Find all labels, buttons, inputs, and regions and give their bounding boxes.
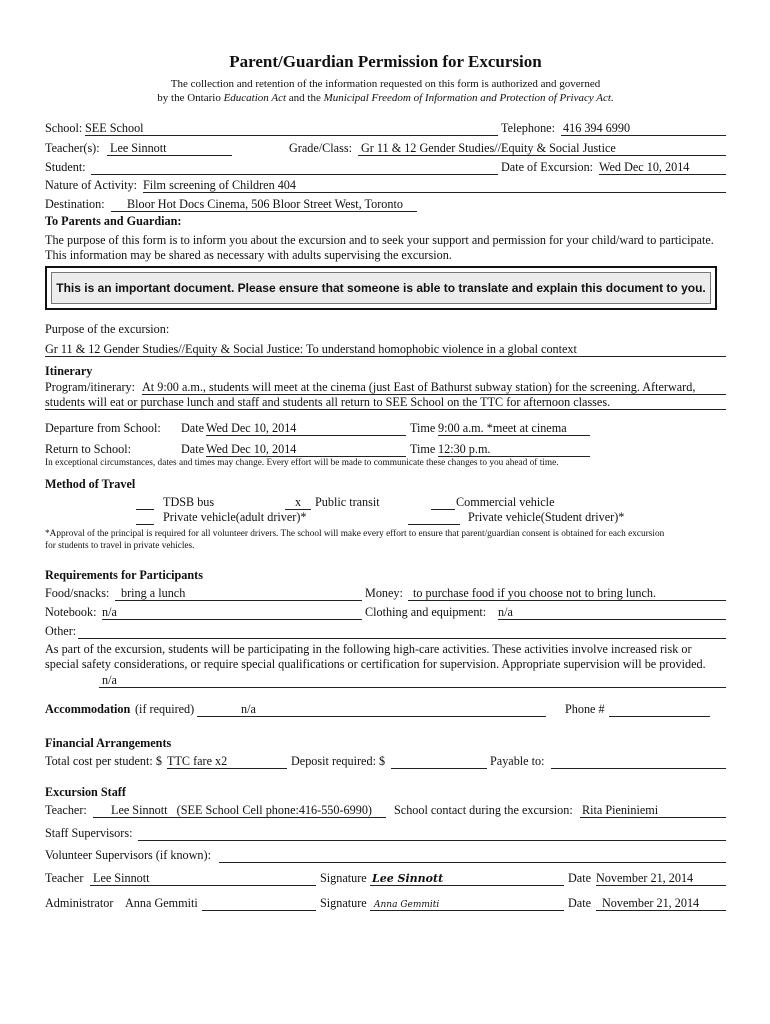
nature-label: Nature of Activity:	[45, 178, 138, 192]
food-row	[45, 586, 726, 601]
phone-field[interactable]	[609, 702, 710, 717]
accommodation-suffix: (if required)	[135, 702, 195, 716]
privacy-line-2	[45, 91, 726, 105]
money-value: to purchase food if you choose not to bring lunch.	[413, 586, 657, 600]
clothing-value: n/a	[498, 605, 513, 619]
clothing-field[interactable]	[498, 605, 726, 620]
other-row	[45, 624, 726, 639]
to-parents-heading: To Parents and Guardian:	[45, 214, 182, 228]
school-contact-label: School contact during the excursion:	[394, 803, 573, 817]
money-field[interactable]	[408, 586, 726, 601]
school-row	[45, 121, 726, 136]
student-label: Student:	[45, 160, 86, 174]
itinerary-value-1: At 9:00 a.m., students will meet at the cinema (just East of Bathurst subway station) for the screening. Afterward,	[142, 380, 696, 394]
return-time-field[interactable]	[438, 442, 590, 457]
return-time-value: 12:30 p.m.	[438, 442, 491, 456]
clothing-label: Clothing and equipment:	[365, 605, 487, 619]
teacher-contact-label: Teacher:	[45, 803, 87, 817]
volunteer-supervisors-label: Volunteer Supervisors (if known):	[45, 848, 211, 862]
itinerary-heading: Itinerary	[45, 364, 93, 378]
exceptional-note: In exceptional circumstances, dates and times may change. Every effort will be made to communicate these changes to you ahead of time.	[45, 458, 559, 468]
admin-date-label: Date	[568, 896, 592, 910]
deposit-field[interactable]	[391, 754, 487, 769]
grade-value: Gr 11 & 12 Gender Studies//Equity & Social Justice	[361, 141, 616, 155]
teacher-date-field[interactable]	[596, 871, 726, 886]
return-date-field[interactable]	[206, 442, 406, 457]
nature-field[interactable]	[143, 178, 726, 193]
school-field[interactable]	[85, 121, 498, 136]
high-care-value: n/a	[102, 673, 117, 687]
volunteer-supervisors-field[interactable]	[219, 848, 726, 863]
nature-value: Film screening of Children 404	[143, 178, 296, 192]
accommodation-value: n/a	[241, 702, 256, 716]
approval-note-2: for students to travel in private vehicles.	[45, 541, 195, 551]
school-value: SEE School	[85, 121, 144, 135]
admin-name-value: Anna Gemmiti	[125, 896, 198, 910]
itinerary-label: Program/itinerary:	[45, 380, 136, 394]
grade-label: Grade/Class:	[289, 141, 352, 155]
phone-label: Phone #	[565, 702, 605, 716]
admin-name-field[interactable]	[202, 896, 316, 911]
financial-row	[45, 754, 726, 769]
departure-label: Departure from School:	[45, 421, 161, 435]
teacher-sign-row	[45, 871, 726, 886]
teacher-contact-field[interactable]	[93, 803, 386, 818]
food-value: bring a lunch	[121, 586, 186, 600]
purpose-label: Purpose of the excursion:	[45, 322, 170, 336]
teacher-date-value: November 21, 2014	[596, 871, 694, 885]
privacy-act: Municipal Freedom of Information and Protection of Privacy Act.	[323, 92, 614, 104]
teacher-contact-row	[45, 803, 726, 818]
privacy-text-mid: and the	[286, 92, 324, 104]
itinerary-value-2: students will eat or purchase lunch and staff and students all return to SEE School on the TTC for afternoon classes.	[45, 395, 611, 409]
departure-row	[45, 421, 726, 436]
teacher-date-label: Date	[568, 871, 592, 885]
food-label: Food/snacks:	[45, 586, 110, 600]
telephone-label: Telephone:	[501, 121, 555, 135]
student-field[interactable]	[91, 160, 498, 175]
privacy-text: by the Ontario	[157, 92, 224, 104]
notebook-field[interactable]	[102, 605, 362, 620]
payable-label: Payable to:	[490, 754, 545, 768]
telephone-value: 416 394 6990	[563, 121, 631, 135]
admin-signature-field[interactable]	[370, 896, 564, 911]
purpose-value: Gr 11 & 12 Gender Studies//Equity & Social Justice: To understand homophobic violence in a global context	[45, 342, 577, 356]
staff-heading: Excursion Staff	[45, 785, 126, 799]
approval-note-1: *Approval of the principal is required for all volunteer drivers. The school will make every effort to ensure that parent/guardian consent is obtained for each excursion	[45, 529, 665, 539]
departure-date-value: Wed Dec 10, 2014	[206, 421, 297, 435]
return-date-value: Wed Dec 10, 2014	[206, 442, 297, 456]
telephone-field[interactable]	[561, 121, 726, 136]
admin-sign-row	[45, 896, 726, 911]
notebook-label: Notebook:	[45, 605, 97, 619]
admin-date-field[interactable]	[596, 896, 726, 911]
important-notice: This is an important document. Please ensure that someone is able to translate and explain this document to you.	[51, 272, 711, 304]
total-cost-field[interactable]	[167, 754, 287, 769]
departure-time-label: Time	[410, 421, 436, 435]
nature-row	[45, 178, 726, 193]
accommodation-field[interactable]	[197, 702, 546, 717]
accommodation-row	[45, 702, 726, 717]
itinerary-field-1[interactable]	[142, 380, 726, 395]
teacher-signature-field[interactable]	[370, 871, 564, 886]
teacher-signature-label: Signature	[320, 871, 367, 885]
admin-signature-label: Signature	[320, 896, 367, 910]
staff-supervisors-label: Staff Supervisors:	[45, 826, 133, 840]
public-transit-label: Public transit	[315, 495, 380, 509]
notebook-value: n/a	[102, 605, 117, 619]
teacher-name-field[interactable]	[90, 871, 316, 886]
teachers-field[interactable]	[107, 141, 232, 156]
admin-sign-label: Administrator	[45, 896, 114, 910]
itinerary-field-2[interactable]	[45, 395, 726, 410]
volunteer-supervisors-row	[45, 848, 726, 863]
important-notice-box	[45, 266, 717, 310]
travel-heading: Method of Travel	[45, 477, 136, 491]
school-contact-field[interactable]	[580, 803, 726, 818]
departure-date-label: Date	[181, 421, 205, 435]
high-care-field[interactable]	[99, 673, 726, 688]
tdsb-bus-label: TDSB bus	[163, 495, 215, 509]
purpose-field[interactable]	[45, 342, 726, 357]
private-adult-checkbox[interactable]	[136, 510, 154, 525]
teacher-signature: Lee Sinnott	[372, 872, 444, 885]
commercial-checkbox[interactable]	[431, 495, 455, 510]
payable-field[interactable]	[551, 754, 726, 769]
private-student-label: Private vehicle(Student driver)*	[468, 510, 625, 524]
return-date-label: Date	[181, 442, 205, 456]
teacher-sign-label: Teacher	[45, 871, 84, 885]
other-field[interactable]	[78, 624, 726, 639]
teacher-contact-value: Lee Sinnott (SEE School Cell phone:416-550-6990)	[111, 803, 372, 817]
notebook-row	[45, 605, 726, 620]
itinerary-row-1	[45, 380, 726, 395]
destination-row	[45, 197, 726, 212]
purpose-paragraph: The purpose of this form is to inform you about the excursion and to seek your support and permission for your child/ward to participate. This information may be shared as necessary with adults supervising the excursion.	[45, 233, 714, 262]
accommodation-label: Accommodation	[45, 702, 131, 716]
excursion-date-label: Date of Excursion:	[501, 160, 594, 174]
student-row	[45, 160, 726, 175]
privacy-notice	[45, 77, 726, 105]
form-title: Parent/Guardian Permission for Excursion	[229, 52, 542, 71]
education-act: Education Act	[223, 92, 287, 104]
admin-signature: Anna Gemmiti	[374, 900, 440, 910]
public-transit-checkbox[interactable]	[285, 495, 311, 510]
teachers-value: Lee Sinnott	[110, 141, 167, 155]
deposit-label: Deposit required: $	[291, 754, 386, 768]
grade-field[interactable]	[358, 141, 726, 156]
destination-field[interactable]	[111, 197, 417, 212]
return-row	[45, 442, 726, 457]
requirements-heading: Requirements for Participants	[45, 568, 203, 582]
food-field[interactable]	[115, 586, 362, 601]
destination-value: Bloor Hot Docs Cinema, 506 Bloor Street West, Toronto	[127, 197, 403, 211]
return-label: Return to School:	[45, 442, 131, 456]
school-label: School:	[45, 121, 83, 135]
money-label: Money:	[365, 586, 403, 600]
staff-supervisors-field[interactable]	[138, 826, 726, 841]
departure-time-value: 9:00 a.m. *meet at cinema	[438, 421, 567, 435]
public-transit-mark: x	[294, 495, 302, 509]
tdsb-bus-checkbox[interactable]	[136, 495, 154, 510]
teachers-label: Teacher(s):	[45, 141, 100, 155]
admin-date-value: November 21, 2014	[602, 896, 700, 910]
privacy-line-1: The collection and retention of the information requested on this form is authorized and governed	[170, 78, 601, 90]
staff-supervisors-row	[45, 826, 726, 841]
private-adult-label: Private vehicle(adult driver)*	[163, 510, 307, 524]
excursion-date-value: Wed Dec 10, 2014	[599, 160, 690, 174]
teacher-row	[45, 141, 726, 156]
destination-label: Destination:	[45, 197, 105, 211]
school-contact-value: Rita Pieniniemi	[582, 803, 659, 817]
other-label: Other:	[45, 624, 77, 638]
high-care-paragraph: As part of the excursion, students will be participating in the following high-care activities. These activities involve increased risk or special safety considerations, or require special qualifications or certification for supervision. Appropriate supervision will be provided.	[45, 642, 706, 671]
teacher-name-value: Lee Sinnott	[93, 871, 150, 885]
departure-date-field[interactable]	[206, 421, 406, 436]
private-student-checkbox[interactable]	[408, 510, 460, 525]
total-cost-value: TTC fare x2	[167, 754, 228, 768]
return-time-label: Time	[410, 442, 436, 456]
financial-heading: Financial Arrangements	[45, 736, 172, 750]
commercial-label: Commercial vehicle	[456, 495, 555, 509]
departure-time-field[interactable]	[438, 421, 590, 436]
total-cost-label: Total cost per student: $	[45, 754, 162, 768]
excursion-date-field[interactable]	[599, 160, 726, 175]
